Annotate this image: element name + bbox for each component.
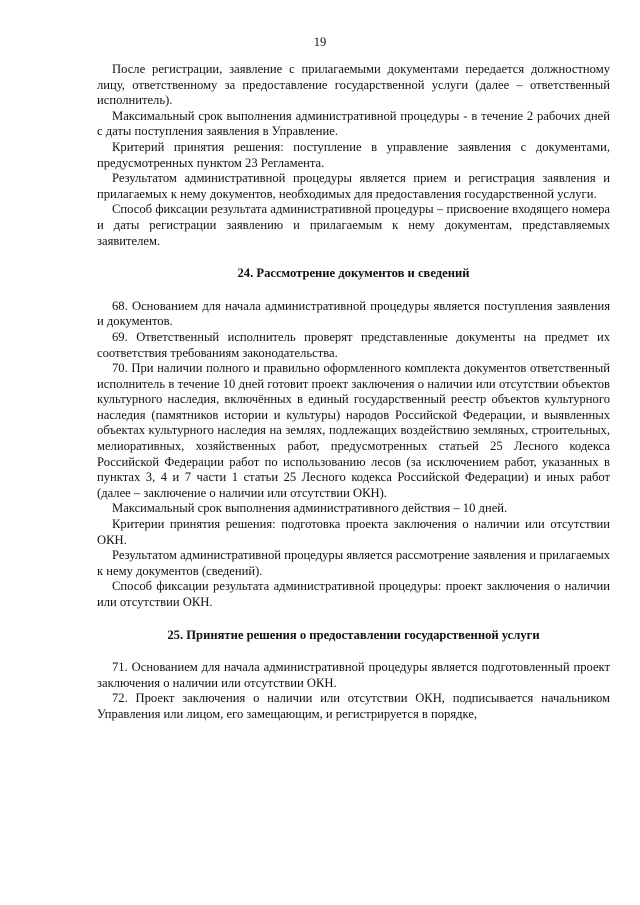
paragraph: 69. Ответственный исполнитель проверят представленные документы на предмет их соответствия требованиям законодательства.	[97, 329, 610, 360]
paragraph: Максимальный срок выполнения административной процедуры - в течение 2 рабочих дней с даты поступления заявления в Управление.	[97, 108, 610, 139]
paragraph: Критерий принятия решения: поступление в управление заявления с документами, предусмотренных пунктом 23 Регламента.	[97, 139, 610, 170]
paragraph: Способ фиксации результата административной процедуры – присвоение входящего номера и даты регистрации заявлению и прилагаемым к нему документам, представляемых заявителем.	[97, 202, 610, 248]
section-heading: 25. Принятие решения о предоставлении государственной услуги	[167, 627, 540, 642]
section-heading: 24. Рассмотрение документов и сведений	[237, 266, 470, 281]
page-number: 19	[313, 35, 327, 49]
paragraph: 70. При наличии полного и правильно оформленного комплекта документов ответственный исполнитель в течение 10 дней готовит проект заключения о наличии или отсутствии объектов культурного наследия, включённых в единый государственный реестр объектов культурного наследия (памятников истории и культуры) народов Российской Федерации, и выявленных объектах культурного наследия на землях, подлежащих воздействию земляных, строительных, мелиоративных, хозяйственных работ, предусмотренных статьей 25 Лесного кодекса Российской Федерации работ по использованию лесов (за исключением работ, указанных в пунктах 3, 4 и 7 части 1 статьи 25 Лесного кодекса Российской Федерации) и иных работ (далее – заключение о наличии или отсутствии ОКН).	[97, 361, 610, 500]
paragraph: Критерии принятия решения: подготовка проекта заключения о наличии или отсутствии ОКН.	[97, 517, 610, 547]
paragraph: 72. Проект заключения о наличии или отсутствии ОКН, подписывается начальником Управления или лицом, его замещающим, и регистрируется в порядке,	[97, 691, 610, 721]
paragraph: 71. Основанием для начала административной процедуры является подготовленный проект заключения о наличии или отсутствии ОКН.	[97, 660, 610, 690]
paragraph: Результатом административной процедуры является рассмотрение заявления и прилагаемых к нему документов (сведений).	[97, 548, 610, 578]
document-body	[97, 62, 610, 723]
paragraph: Максимальный срок выполнения административного действия – 10 дней.	[112, 501, 508, 516]
paragraph: Результатом административной процедуры является прием и регистрация заявления и прилагаемых к нему документов, необходимых для предоставления государственной услуги.	[97, 171, 610, 201]
paragraph: Способ фиксации результата административной процедуры: проект заключения о наличии или отсутствии ОКН.	[97, 579, 610, 609]
paragraph: 68. Основанием для начала административной процедуры является поступления заявления и документов.	[97, 298, 610, 329]
paragraph: После регистрации, заявление с прилагаемыми документами передается должностному лицу, ответственному за предоставление государственной услуги (далее – ответственный исполнитель).	[97, 62, 610, 108]
